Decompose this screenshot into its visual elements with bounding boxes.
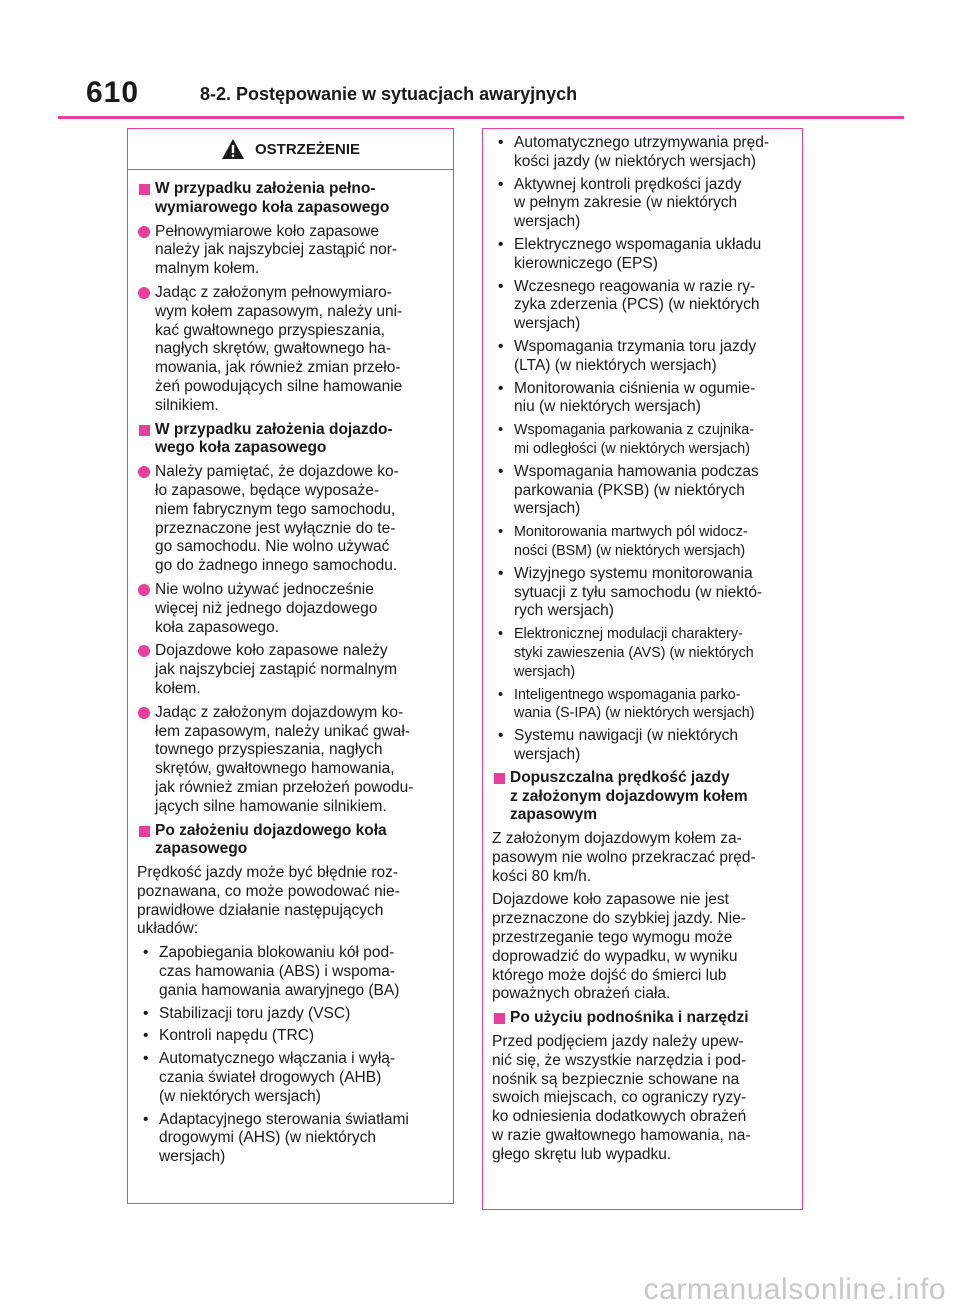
bullet-item: • Monitorowania ciśnienia w ogumie- niu (w niektórych wersjach) bbox=[492, 380, 795, 418]
body-paragraph: Prędkość jazdy może być błędnie roz- poznawana, co może powodować nie- prawidłowe działanie następujących układów: bbox=[137, 864, 400, 938]
right-column-content bbox=[483, 129, 802, 1165]
bullet-item: • Automatycznego włączania i wyłą- czania świateł drogowych (AHB) (w niektórych wersjach) bbox=[137, 1050, 445, 1106]
bullet-item: • Wczesnego reagowania w razie ry- zyka zderzenia (PCS) (w niektórych wersjach) bbox=[492, 278, 795, 334]
warning-paragraph: Pełnowymiarowe koło zapasowe należy jak najszybciej zastąpić nor- malnym kołem. bbox=[137, 223, 445, 279]
page-number: 610 bbox=[86, 76, 140, 109]
body-paragraph: Z założonym dojazdowym kołem za- pasowym nie wolno przekraczać pręd- kości 80 km/h. bbox=[492, 830, 756, 885]
warning-paragraph: Dojazdowe koło zapasowe należy jak najszybciej zastąpić normalnym kołem. bbox=[137, 642, 445, 698]
body-paragraph: Przed podjęciem jazdy należy upew- nić się, że wszystkie narzędzia i pod- nośnik są bezpiecznie schowane na swoich miejscach, co ograniczy ryzy- ko odniesienia dodatkowych obrażeń w razie gwałtownego hamowania, na- głego skrętu lub wypadku. bbox=[492, 1033, 751, 1163]
warning-title: OSTRZEŻENIE bbox=[254, 140, 360, 158]
subheading: Po użyciu podnośnika i narzędzi bbox=[492, 1009, 795, 1028]
bullet-item: • Elektronicznej modulacji charaktery- styki zawieszenia (AVS) (w niektórych wersjach) bbox=[492, 625, 795, 681]
subheading: W przypadku założenia dojazdo- wego koła zapasowego bbox=[137, 421, 445, 459]
left-column-content bbox=[128, 170, 453, 1167]
section-title: 8-2. Postępowanie w sytuacjach awaryjnych bbox=[200, 84, 578, 104]
bullet-item: • Aktywnej kontroli prędkości jazdy w pełnym zakresie (w niektórych wersjach) bbox=[492, 176, 795, 232]
watermark: carmanualsonline.info bbox=[643, 1273, 946, 1306]
bullet-item: • Adaptacyjnego sterowania światłami drogowymi (AHS) (w niektórych wersjach) bbox=[137, 1111, 445, 1167]
bullet-item: • Automatycznego utrzymywania pręd- kości jazdy (w niektórych wersjach) bbox=[492, 134, 795, 172]
body-paragraph: Dojazdowe koło zapasowe nie jest przeznaczone do szybkiej jazdy. Nie- przestrzeganie tego wymogu może doprowadzić do wypadku, w wyniku którego może dojść do śmierci lub poważnych obrażeń ciała. bbox=[492, 891, 746, 1003]
bullet-item: • Wspomagania trzymania toru jazdy (LTA) (w niektórych wersjach) bbox=[492, 338, 795, 376]
header-divider bbox=[58, 116, 904, 119]
bullet-item: • Inteligentnego wspomagania parko- wania (S-IPA) (w niektórych wersjach) bbox=[492, 686, 795, 724]
bullet-item: • Zapobiegania blokowaniu kół pod- czas hamowania (ABS) i wspoma- gania hamowania awaryjnego (BA) bbox=[137, 944, 445, 1000]
bullet-item: • Systemu nawigacji (w niektórych wersjach) bbox=[492, 727, 795, 765]
warning-paragraph: Jadąc z założonym dojazdowym ko- łem zapasowym, należy unikać gwał- townego przyspieszania, nagłych skrętów, gwałtownego hamowania, jak również zmian przełożeń powodu- jących silne hamowanie silnikiem. bbox=[137, 704, 445, 817]
warning-paragraph: Jadąc z założonym pełnowymiaro- wym kołem zapasowym, należy uni- kać gwałtownego przyspieszania, nagłych skrętów, gwałtownego ha- mowania, jak również zmian przeło- żeń powodujących silne hamowanie silnikiem. bbox=[137, 284, 445, 416]
subheading: W przypadku założenia pełno- wymiarowego koła zapasowego bbox=[137, 180, 445, 218]
warning-header bbox=[128, 129, 453, 170]
bullet-item: • Stabilizacji toru jazdy (VSC) bbox=[137, 1005, 445, 1024]
warning-box-left bbox=[127, 128, 454, 1204]
warning-paragraph: Nie wolno używać jednocześnie więcej niż jednego dojazdowego koła zapasowego. bbox=[137, 581, 445, 637]
warning-triangle-icon bbox=[221, 138, 245, 160]
bullet-item: • Wizyjnego systemu monitorowania sytuacji z tyłu samochodu (w niektó- rych wersjach) bbox=[492, 565, 795, 621]
bullet-item: • Wspomagania parkowania z czujnika- mi odległości (w niektórych wersjach) bbox=[492, 421, 795, 459]
bullet-item: • Wspomagania hamowania podczas parkowania (PKSB) (w niektórych wersjach) bbox=[492, 463, 795, 519]
subheading: Po założeniu dojazdowego koła zapasowego bbox=[137, 822, 445, 860]
bullet-item: • Monitorowania martwych pól widocz- ności (BSM) (w niektórych wersjach) bbox=[492, 523, 795, 561]
warning-paragraph: Należy pamiętać, że dojazdowe ko- ło zapasowe, będące wyposaże- niem fabrycznym tego samochodu, przeznaczone jest wyłącznie do te- go samochodu. Nie wolno używać go do żadnego innego samochodu. bbox=[137, 463, 445, 576]
warning-box-right bbox=[482, 128, 803, 1210]
bullet-item: • Elektrycznego wspomagania układu kierowniczego (EPS) bbox=[492, 236, 795, 274]
subheading: Dopuszczalna prędkość jazdy z założonym dojazdowym kołem zapasowym bbox=[492, 769, 795, 825]
bullet-item: • Kontroli napędu (TRC) bbox=[137, 1027, 445, 1046]
